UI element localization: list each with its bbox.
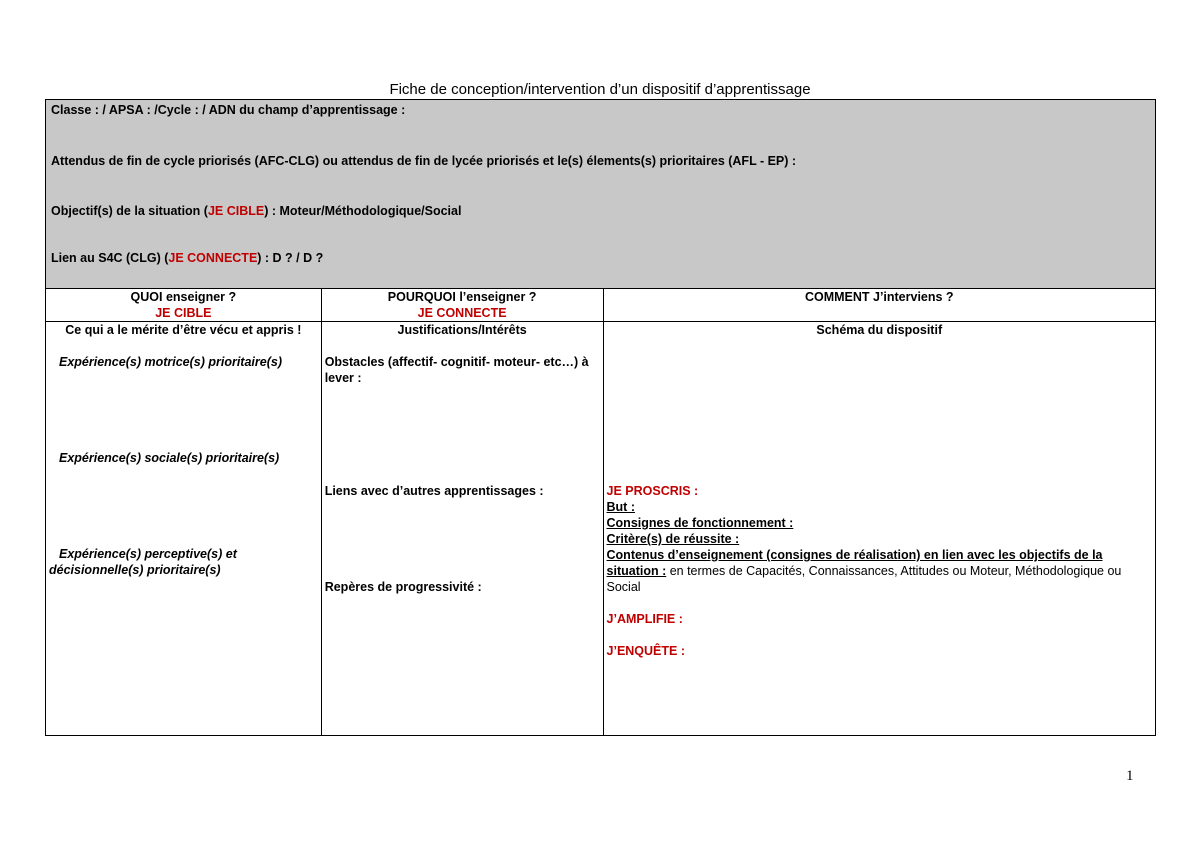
je-cible-tag: JE CIBLE	[207, 204, 265, 218]
header-line-lien-s4c: Lien au S4C (CLG) (JE CONNECTE) : D ? / D ?	[51, 251, 324, 265]
column-header-quoi: QUOI enseigner ? JE CIBLE	[46, 289, 322, 322]
header-line-classe: Classe : / APSA : /Cycle : / ADN du champ d’apprentissage :	[51, 103, 406, 117]
experience-motrice: Expérience(s) motrice(s) prioritaire(s)	[59, 355, 282, 369]
obstacles-label: Obstacles (affectif- cognitif- moteur- etc…) à lever :	[324, 355, 589, 385]
document-title: Fiche de conception/intervention d’un dispositif d’apprentissage	[389, 81, 811, 98]
experience-perceptive: Expérience(s) perceptive(s) et décisionnelle(s) prioritaire(s)	[49, 547, 237, 577]
but-label: But :	[606, 500, 635, 514]
quoi-heading: Ce qui a le mérite d’être vécu et appris !	[65, 323, 302, 337]
column-pourquoi-body	[321, 322, 603, 736]
experience-sociale: Expérience(s) sociale(s) prioritaire(s)	[59, 451, 280, 465]
contenus-paragraph: Contenus d’enseignement (consignes de réalisation) en lien avec les objectifs de la situation : en termes de Capacités, Connaissances, Attitudes ou Moteur, Méthodologique ou Social	[606, 548, 1122, 594]
j-enquete-label: J’ENQUÊTE :	[606, 644, 686, 658]
header-line-objectifs: Objectif(s) de la situation (JE CIBLE) : Moteur/Méthodologique/Social	[51, 204, 462, 218]
je-connecte-tag: JE CONNECTE	[168, 251, 258, 265]
page-number: 1	[1126, 768, 1134, 784]
je-proscris-label: JE PROSCRIS :	[606, 484, 699, 498]
column-comment-body	[603, 322, 1155, 736]
schema-heading: Schéma du dispositif	[816, 323, 943, 337]
pourquoi-heading: Justifications/Intérêts	[397, 323, 527, 337]
header-block	[46, 100, 1156, 289]
header-line-attendus: Attendus de fin de cycle priorisés (AFC-CLG) ou attendus de fin de lycée priorisés et le(s) élements(s) prioritaires (AFL - EP) :	[51, 154, 797, 168]
criteres-label: Critère(s) de réussite :	[606, 532, 740, 546]
j-amplifie-label: J’AMPLIFIE :	[606, 612, 683, 626]
column-header-comment: COMMENT J’interviens ?	[603, 289, 1155, 322]
column-header-pourquoi: POURQUOI l’enseigner ? JE CONNECTE	[321, 289, 603, 322]
column-quoi-body	[46, 322, 322, 736]
conception-table	[45, 99, 1156, 736]
consignes-label: Consignes de fonctionnement :	[606, 516, 794, 530]
liens-label: Liens avec d’autres apprentissages :	[324, 484, 544, 498]
reperes-label: Repères de progressivité :	[324, 580, 482, 594]
